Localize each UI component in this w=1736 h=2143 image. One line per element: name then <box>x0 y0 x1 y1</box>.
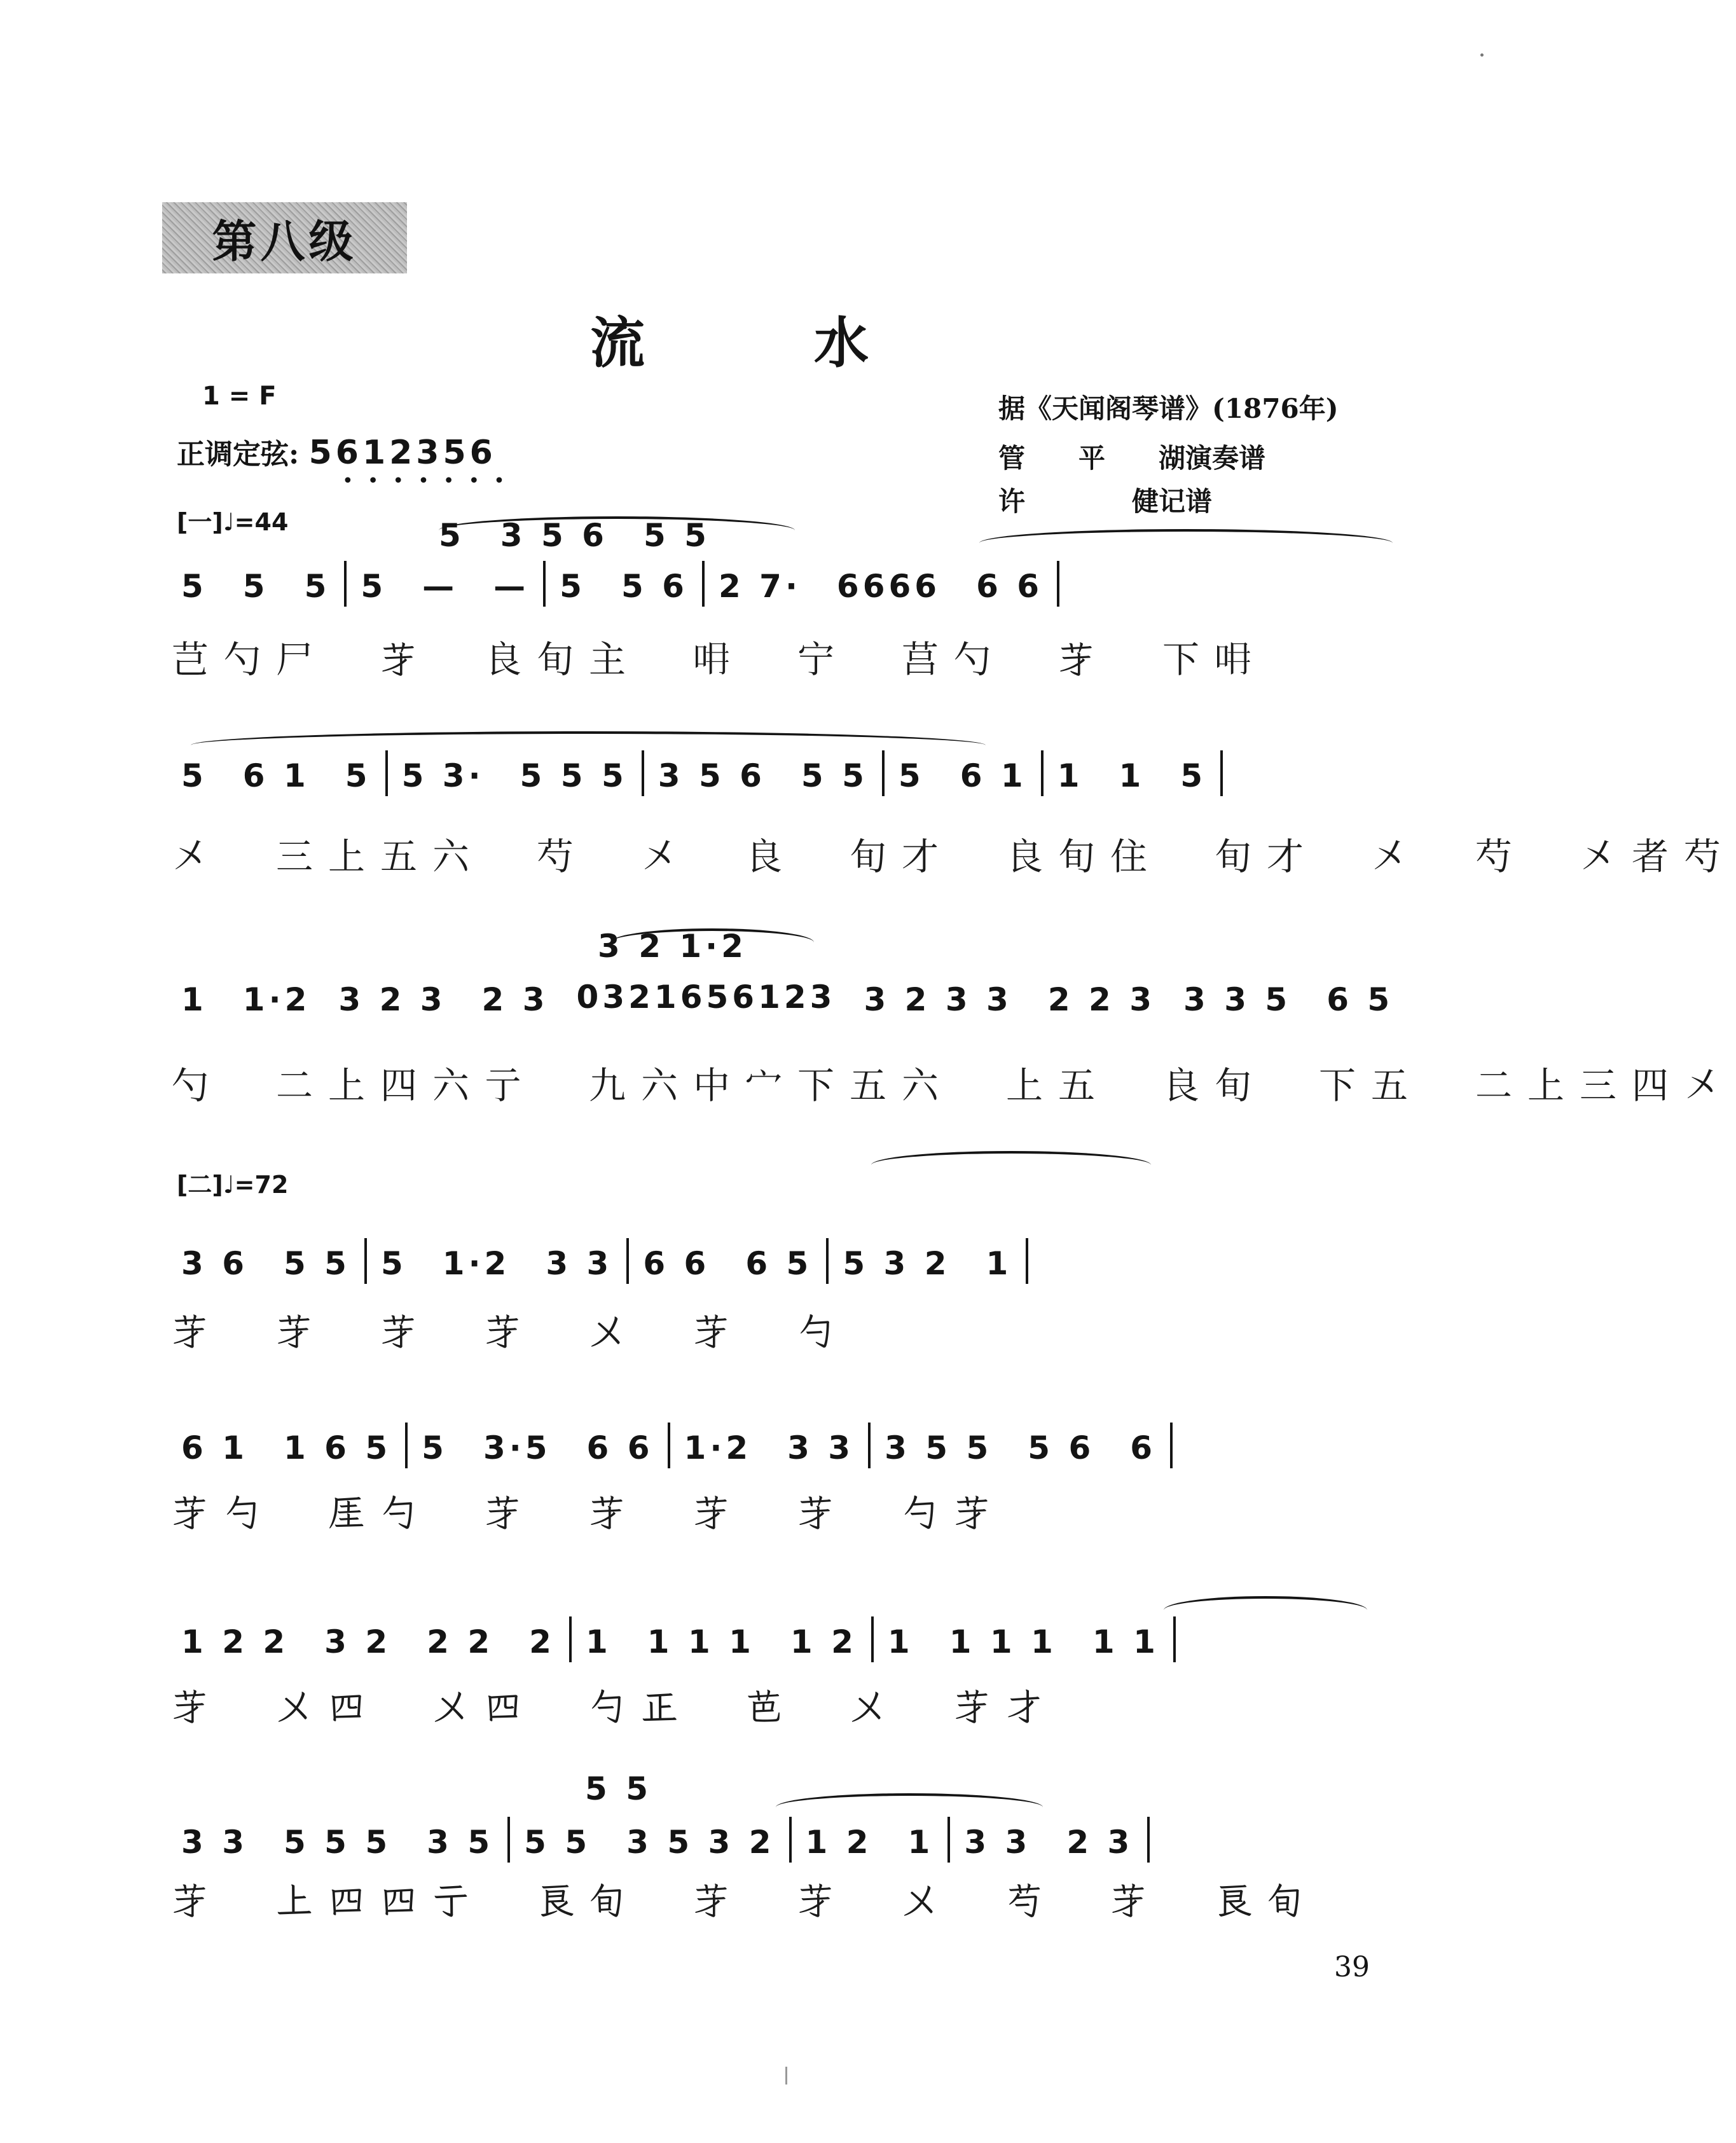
tuning-octave-dots: ••••••• <box>342 470 519 492</box>
barline <box>871 1616 874 1662</box>
measure: 5 1·2 3 3 <box>380 1245 613 1282</box>
slur-mark <box>776 1793 1043 1821</box>
staff-row-3 <box>181 967 1396 1028</box>
slur-mark <box>871 1151 1151 1179</box>
measure: 6 1 1 6 5 <box>181 1430 392 1466</box>
margin-speck <box>1480 53 1484 57</box>
measure: 5 3· 5 5 5 <box>401 757 628 794</box>
barline <box>789 1817 792 1863</box>
measure: 3 5 6 5 5 <box>658 757 868 794</box>
section-label-1: [一]♩=44 <box>177 508 289 536</box>
tuning-notes: 5612356 <box>308 434 497 472</box>
measure: 1 2 1 <box>805 1824 934 1861</box>
tablature-row-3: 勺 二上四六亍 九六中宀下五六 上五 良旬 下五 二上三四㐅 <box>172 1064 1736 1107</box>
measure: 3 5 5 5 6 6 <box>885 1430 1157 1466</box>
staff-row-4 <box>181 1230 1396 1292</box>
piece-title: 流 水 <box>590 311 926 375</box>
barline <box>947 1817 950 1863</box>
upper-voice-1: 5 3 5 6 5 5 <box>439 517 710 554</box>
tablature-row-2: 㐅 三上五六 芍 㐅 良 旬才 良旬住 旬才 㐅 芍 㐅者芍 <box>172 835 1736 878</box>
credit-performer: 管 平 湖演奏谱 <box>998 443 1266 474</box>
barline <box>1057 561 1059 607</box>
measure: 2 7· 6666 6 6 <box>718 568 1044 605</box>
measure: 3 2 3 2 3 <box>338 981 549 1018</box>
barline <box>668 1423 670 1468</box>
barline <box>1170 1423 1173 1468</box>
slur-mark <box>610 928 814 956</box>
measure: 1·2 3 3 <box>684 1430 855 1466</box>
barline <box>1220 750 1223 796</box>
staff-row-5 <box>181 1415 1396 1476</box>
barline <box>507 1817 510 1863</box>
barline <box>826 1238 829 1284</box>
section-label-2: [二]♩=72 <box>177 1171 289 1199</box>
level-banner-text: 第八级 <box>212 214 357 268</box>
credit-source: 据《天闻阁琴谱》(1876年) <box>998 393 1339 424</box>
measure: 5 6 1 <box>898 757 1027 794</box>
upper-voice-7: 5 5 <box>585 1770 652 1807</box>
measure: 0321656123 <box>576 979 836 1016</box>
tablature-row-5: 𦬁勺 厓勺 𦬁 𦬁 𦬁 𦬁 勺𦬁 <box>172 1491 1007 1534</box>
measure: 1 1 1 1 1 1 <box>887 1623 1159 1660</box>
slur-mark <box>1164 1596 1367 1624</box>
upper-voice-3: 3 2 1·2 <box>598 928 747 965</box>
fold-mark <box>785 2067 787 2084</box>
measure: 6 6 6 5 <box>643 1245 813 1282</box>
measure: 5 5 3 5 3 2 <box>524 1824 775 1861</box>
slur-mark <box>191 731 986 759</box>
page-number: 39 <box>1334 1951 1370 1983</box>
slur-mark <box>439 516 795 544</box>
barline <box>1147 1817 1150 1863</box>
measure: 3 2 3 3 2 2 3 <box>864 981 1156 1018</box>
barline <box>868 1423 871 1468</box>
barline <box>344 561 347 607</box>
tuning-line <box>177 431 497 472</box>
key-signature: 1 = F <box>202 382 277 411</box>
slur-mark <box>979 529 1393 557</box>
barline <box>543 561 546 607</box>
measure: 3 6 5 5 <box>181 1245 350 1282</box>
staff-row-1 <box>181 553 1396 614</box>
measure: 1 2 2 3 2 2 2 2 <box>181 1623 555 1660</box>
measure: 5 5 5 <box>181 568 331 605</box>
barline <box>1041 750 1044 796</box>
barline <box>1026 1238 1028 1284</box>
measure: 1 1 5 <box>1057 757 1207 794</box>
measure: 5 5 6 <box>560 568 688 605</box>
credit-transcriber: 许 健记谱 <box>998 486 1213 517</box>
tablature-row-6: 𦬁 㐅四 㐅四 勺正 芭 㐅 𦬁才 <box>172 1685 1059 1728</box>
tablature-row-1: 芑勺尸 𦬁 良旬主 𠯍 宁 莒勺 𦬁 下𠯍 <box>172 638 1267 681</box>
barline <box>626 1238 629 1284</box>
barline <box>569 1616 572 1662</box>
measure: 5 3·5 6 6 <box>422 1430 654 1466</box>
tablature-row-4: 𦬁 𦬁 𦬁 𦬁 㐅 𦬁 勺 <box>172 1310 850 1353</box>
tablature-row-7: 𦬁 上四四亍 良旬 𦬁 𦬁 㐅 芍 𦬁 良旬 <box>172 1879 1319 1922</box>
measure: 3 3 5 6 5 <box>1183 981 1394 1018</box>
measure: 3 3 5 5 5 3 5 <box>181 1824 494 1861</box>
measure: 5 6 1 5 <box>181 757 371 794</box>
tuning-label: 正调定弦: <box>177 438 300 471</box>
measure: 5 3 2 1 <box>843 1245 1012 1282</box>
level-banner <box>162 202 407 273</box>
measure: 1 1 1 1 1 2 <box>585 1623 857 1660</box>
barline <box>702 561 705 607</box>
barline <box>364 1238 367 1284</box>
measure: 3 3 2 3 <box>964 1824 1134 1861</box>
measure: 5 — — <box>361 568 530 605</box>
barline <box>405 1423 408 1468</box>
measure: 1 1·2 <box>181 981 311 1018</box>
